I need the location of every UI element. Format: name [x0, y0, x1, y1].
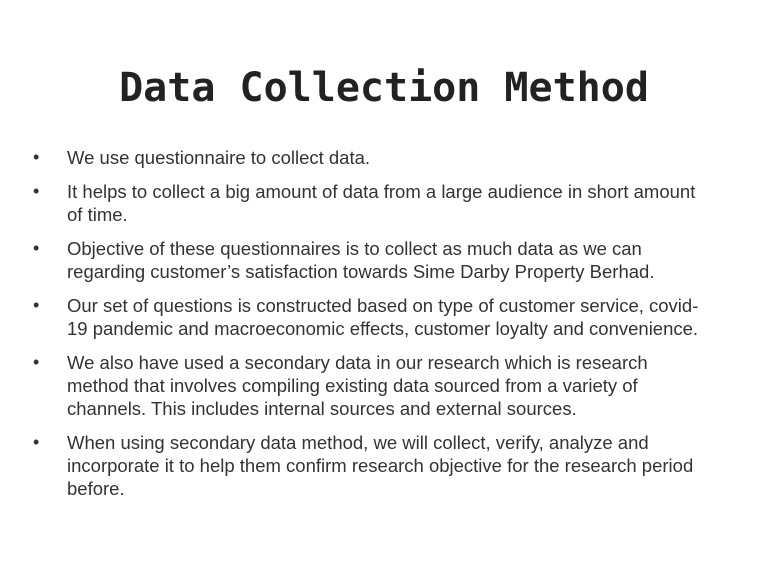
bullet-text: It helps to collect a big amount of data from a large audience in short amount of time.: [67, 181, 696, 225]
bullet-icon: •: [33, 352, 40, 372]
bullet-text: We also have used a secondary data in our research which is research method that involves compiling existing data sourced from a variety of channels. This includes internal sources and external sources.: [67, 352, 648, 419]
bullet-icon: •: [33, 432, 40, 452]
bullet-text: Our set of questions is constructed based on type of customer service, covid-19 pandemic and macroeconomic effects, customer loyalty and convenience.: [67, 295, 699, 339]
bullet-icon: •: [33, 238, 40, 258]
bullet-text: We use questionnaire to collect data.: [67, 147, 371, 168]
list-item: [33, 351, 713, 420]
list-item: [33, 146, 713, 169]
bullet-text: When using secondary data method, we will collect, verify, analyze and incorporate it to help them confirm research objective for the research period before.: [67, 432, 694, 499]
slide-title: Data Collection Method: [119, 65, 649, 111]
bullet-list: [33, 146, 713, 511]
list-item: [33, 294, 713, 340]
bullet-icon: •: [33, 147, 40, 167]
bullet-icon: •: [33, 295, 40, 315]
list-item: [33, 431, 713, 500]
bullet-text: Objective of these questionnaires is to collect as much data as we can regarding customer’s satisfaction towards Sime Darby Property Berhad.: [67, 238, 655, 282]
bullet-icon: •: [33, 181, 40, 201]
list-item: [33, 180, 713, 226]
list-item: [33, 237, 713, 283]
